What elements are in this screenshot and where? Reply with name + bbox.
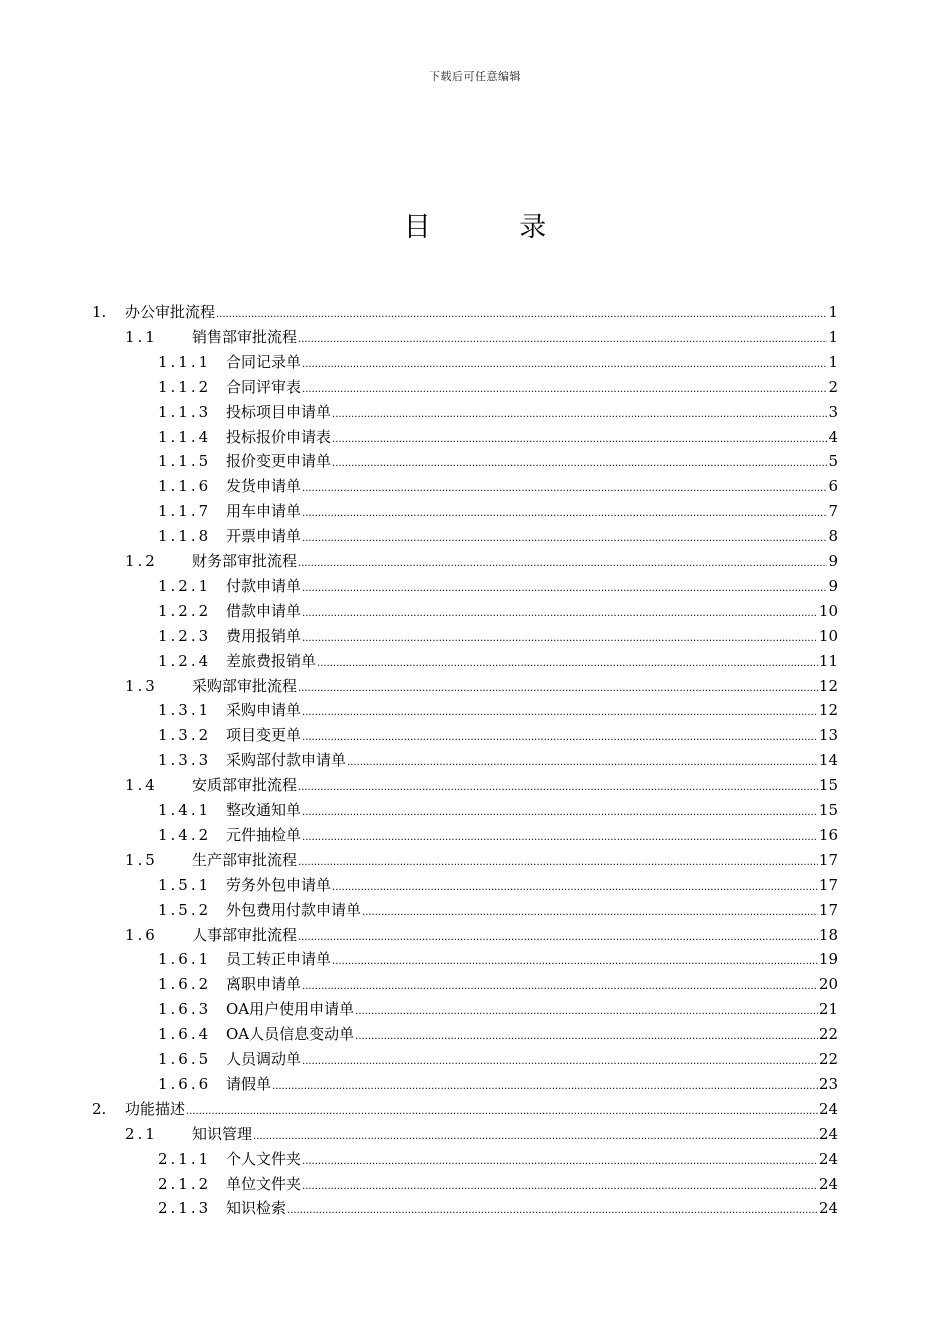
toc-dot-leader: [332, 427, 827, 447]
toc-entry-page: 21: [818, 1000, 838, 1019]
toc-dot-leader: [298, 775, 818, 795]
toc-entry-number: 1.3.3: [158, 751, 212, 770]
toc-entry-title: 借款申请单: [226, 601, 302, 620]
toc-dot-leader: [302, 825, 818, 845]
toc-entry-page: 24: [818, 1199, 838, 1218]
toc-entry-page: 10: [818, 626, 838, 645]
toc-entry-title: 采购部付款申请单: [226, 751, 347, 770]
toc-entry-title: 员工转正申请单: [226, 950, 332, 969]
toc-entry[interactable]: [158, 723, 838, 745]
toc-entry[interactable]: [158, 898, 838, 920]
toc-entry-page: 24: [818, 1099, 838, 1118]
toc-entry[interactable]: [158, 375, 838, 397]
toc-entry-title: 生产部审批流程: [192, 850, 298, 869]
toc-dot-leader: [302, 601, 818, 621]
toc-dot-leader: [253, 1124, 818, 1144]
toc-entry-title: 劳务外包申请单: [226, 875, 332, 894]
toc-entry-number: 2.1: [125, 1124, 158, 1143]
toc-entry-title: 整改通知单: [226, 801, 302, 819]
page-title: 目 录: [403, 212, 587, 243]
toc-entry-title: 外包费用付款申请单: [226, 900, 362, 919]
toc-entry-page: 7: [828, 502, 838, 521]
toc-entry-number: 1.1.2: [158, 377, 212, 396]
toc-entry-number: 1.6.3: [158, 1000, 212, 1019]
toc-entry-number: 2.1.2: [158, 1174, 212, 1193]
toc-entry[interactable]: [158, 425, 838, 447]
toc-entry-title: 财务部审批流程: [192, 552, 298, 570]
toc-entry-number: 1.3.2: [158, 726, 212, 745]
toc-entry-number: 1.5.2: [158, 900, 212, 919]
toc-entry[interactable]: [125, 1122, 838, 1144]
toc-entry-title: 付款申请单: [226, 576, 302, 595]
toc-entry-page: 17: [818, 875, 838, 894]
toc-entry-page: 17: [818, 850, 838, 869]
toc-entry-page: 1: [828, 327, 838, 346]
toc-entry-number: 1.2.3: [158, 626, 212, 645]
toc-entry-number: 1.6.2: [158, 975, 212, 994]
toc-entry-title: 投标项目申请单: [226, 402, 332, 421]
toc-dot-leader: [332, 949, 818, 969]
toc-entry[interactable]: [158, 624, 838, 646]
toc-entry[interactable]: [158, 474, 838, 496]
toc-dot-leader: [302, 1049, 818, 1069]
toc-entry[interactable]: [125, 923, 838, 945]
toc-entry-title: 费用报销单: [226, 626, 302, 645]
toc-entry-number: 1.1.7: [158, 502, 212, 521]
toc-entry-page: 11: [818, 651, 838, 670]
toc-entry-number: 1.5.1: [158, 875, 212, 894]
toc-dot-leader: [302, 700, 818, 720]
toc-entry[interactable]: [158, 1047, 838, 1069]
toc-entry-number: 1.2: [125, 552, 158, 570]
toc-entry-page: 10: [818, 601, 838, 620]
toc-entry-title: 销售部审批流程: [192, 327, 298, 346]
toc-entry-number: 1.6.6: [158, 1074, 212, 1093]
toc-entry[interactable]: [158, 1147, 838, 1169]
toc-entry-page: 9: [828, 552, 838, 570]
toc-entry[interactable]: [125, 325, 838, 347]
toc-entry-number: 1.1.3: [158, 402, 212, 421]
toc-entry-page: 23: [818, 1074, 838, 1093]
toc-entry[interactable]: [158, 524, 838, 546]
toc-entry-title: 请假单: [226, 1074, 272, 1093]
toc-entry-title: 单位文件夹: [226, 1174, 302, 1193]
toc-dot-leader: [302, 800, 818, 820]
toc-entry-title: 采购申请单: [226, 701, 302, 720]
toc-dot-leader: [298, 327, 827, 347]
toc-entry[interactable]: [158, 748, 838, 770]
toc-dot-leader: [332, 451, 827, 471]
toc-entry[interactable]: [158, 823, 838, 845]
toc-entry-title: 人事部审批流程: [192, 925, 298, 944]
toc-dot-leader: [302, 1174, 818, 1194]
toc-entry-number: 1.3.1: [158, 701, 212, 720]
toc-entry[interactable]: [158, 649, 838, 671]
toc-dot-leader: [298, 850, 818, 870]
toc-dot-leader: [347, 750, 818, 770]
toc-entry[interactable]: [125, 773, 838, 795]
toc-entry-page: 12: [818, 676, 838, 695]
toc-entry-number: 1.1.8: [158, 527, 212, 546]
toc-entry-title: 功能描述: [125, 1099, 186, 1118]
toc-dot-leader: [298, 925, 818, 945]
toc-entry-title: 人员调动单: [226, 1050, 302, 1068]
toc-dot-leader: [298, 551, 827, 571]
toc-entry-number: 1.4: [125, 776, 158, 795]
toc-entry[interactable]: [158, 599, 838, 621]
toc-entry-page: 16: [818, 825, 838, 844]
toc-entry-page: 12: [818, 701, 838, 720]
toc-dot-leader: [332, 402, 827, 422]
toc-entry-title: 开票申请单: [226, 527, 302, 546]
toc-entry-number: 1.2.4: [158, 651, 212, 670]
toc-entry-number: 1.6.4: [158, 1025, 212, 1044]
toc-entry-page: 18: [818, 925, 838, 944]
toc-entry-number: 1.3: [125, 676, 158, 695]
toc-entry-title: OA人员信息变动单: [226, 1025, 355, 1044]
toc-dot-leader: [302, 377, 827, 397]
toc-entry-page: 5: [828, 452, 838, 471]
toc-entry-number: 1.4.1: [158, 801, 212, 819]
toc-entry-page: 17: [818, 900, 838, 919]
toc-entry-title: 知识检索: [226, 1199, 287, 1218]
toc-dot-leader: [332, 875, 818, 895]
toc-entry-page: 15: [818, 776, 838, 795]
toc-dot-leader: [216, 302, 827, 322]
toc-entry[interactable]: [92, 300, 838, 322]
toc-dot-leader: [302, 526, 827, 546]
toc-entry-number: 1.1.4: [158, 427, 212, 446]
toc-dot-leader: [272, 1074, 818, 1094]
toc-entry-number: 1.6.1: [158, 950, 212, 969]
toc-entry-number: 1.6.5: [158, 1050, 212, 1068]
toc-dot-leader: [302, 501, 827, 521]
toc-entry[interactable]: [158, 873, 838, 895]
toc-entry-number: 1.2.2: [158, 601, 212, 620]
toc-entry-page: 2: [828, 377, 838, 396]
toc-entry[interactable]: [158, 1196, 838, 1218]
toc-dot-leader: [302, 576, 827, 596]
toc-entry-page: 19: [818, 950, 838, 969]
toc-entry-number: 1.1.6: [158, 477, 212, 496]
toc-entry-title: 用车申请单: [226, 502, 302, 521]
toc-entry[interactable]: [158, 997, 838, 1019]
toc-dot-leader: [302, 352, 827, 372]
toc-entry-number: 2.1.1: [158, 1149, 212, 1168]
toc-entry-number: 1.1: [125, 327, 158, 346]
toc-entry-title: 办公审批流程: [125, 303, 216, 321]
toc-entry-page: 8: [828, 527, 838, 546]
toc-dot-leader: [302, 1149, 818, 1169]
toc-entry-title: 离职申请单: [226, 975, 302, 994]
toc-entry[interactable]: [158, 698, 838, 720]
toc-entry-page: 4: [828, 427, 838, 446]
toc-entry-title: 个人文件夹: [226, 1149, 302, 1168]
toc-entry[interactable]: [158, 449, 838, 471]
toc-entry[interactable]: [125, 549, 838, 571]
toc-dot-leader: [302, 725, 818, 745]
toc-dot-leader: [302, 476, 827, 496]
toc-entry-title: 合同记录单: [226, 352, 302, 371]
toc-entry-page: 3: [828, 402, 838, 421]
toc-entry-title: OA用户使用申请单: [226, 1000, 355, 1019]
toc-entry-number: 1.1.1: [158, 352, 212, 371]
toc-entry[interactable]: [158, 798, 838, 820]
toc-entry-page: 15: [818, 801, 838, 819]
toc-entry-page: 1: [828, 352, 838, 371]
toc-dot-leader: [317, 651, 818, 671]
page-header-note: 下载后可任意编辑: [429, 70, 521, 83]
toc-entry-page: 24: [818, 1174, 838, 1193]
toc-dot-leader: [302, 974, 818, 994]
toc-entry-number: 1.1.5: [158, 452, 212, 471]
toc-entry-number: 1.2.1: [158, 576, 212, 595]
toc-entry-title: 知识管理: [192, 1124, 253, 1143]
toc-entry-page: 22: [818, 1050, 838, 1068]
toc-entry-page: 6: [828, 477, 838, 496]
toc-entry-number: 1.: [92, 303, 107, 321]
toc-entry-page: 9: [828, 576, 838, 595]
toc-dot-leader: [355, 1024, 818, 1044]
toc-entry-title: 差旅费报销单: [226, 651, 317, 670]
toc-entry-page: 14: [818, 751, 838, 770]
toc-entry-page: 22: [818, 1025, 838, 1044]
toc-entry-title: 安质部审批流程: [192, 776, 298, 795]
toc-entry[interactable]: [158, 350, 838, 372]
toc-entry[interactable]: [158, 972, 838, 994]
toc-dot-leader: [302, 626, 818, 646]
toc-dot-leader: [287, 1198, 818, 1218]
toc-entry-page: 24: [818, 1124, 838, 1143]
toc-entry[interactable]: [158, 574, 838, 596]
toc-entry-title: 元件抽检单: [226, 825, 302, 844]
toc-dot-leader: [298, 676, 818, 696]
toc-entry[interactable]: [158, 499, 838, 521]
toc-entry-title: 发货申请单: [226, 477, 302, 496]
toc-entry[interactable]: [125, 848, 838, 870]
toc-entry-page: 20: [818, 975, 838, 994]
toc-entry-page: 13: [818, 726, 838, 745]
toc-dot-leader: [186, 1099, 818, 1119]
toc-entry-title: 投标报价申请表: [226, 427, 332, 446]
toc-entry[interactable]: [158, 1172, 838, 1194]
toc-entry-number: 1.6: [125, 925, 158, 944]
toc-entry-page: 24: [818, 1149, 838, 1168]
toc-entry[interactable]: [158, 947, 838, 969]
toc-entry-number: 2.1.3: [158, 1199, 212, 1218]
toc-entry-number: 1.5: [125, 850, 158, 869]
toc-entry-title: 项目变更单: [226, 726, 302, 745]
toc-dot-leader: [362, 900, 818, 920]
toc-entry-title: 采购部审批流程: [192, 676, 298, 695]
toc-entry[interactable]: [158, 1072, 838, 1094]
toc-entry[interactable]: [125, 674, 838, 696]
toc-entry-title: 合同评审表: [226, 377, 302, 396]
toc-entry[interactable]: [158, 1022, 838, 1044]
toc-entry[interactable]: [92, 1097, 838, 1119]
toc-entry-number: 2.: [92, 1099, 107, 1118]
toc-entry-number: 1.4.2: [158, 825, 212, 844]
toc-dot-leader: [355, 999, 818, 1019]
toc-entry[interactable]: [158, 400, 838, 422]
toc-entry-page: 1: [828, 303, 838, 321]
toc-entry-title: 报价变更申请单: [226, 452, 332, 471]
